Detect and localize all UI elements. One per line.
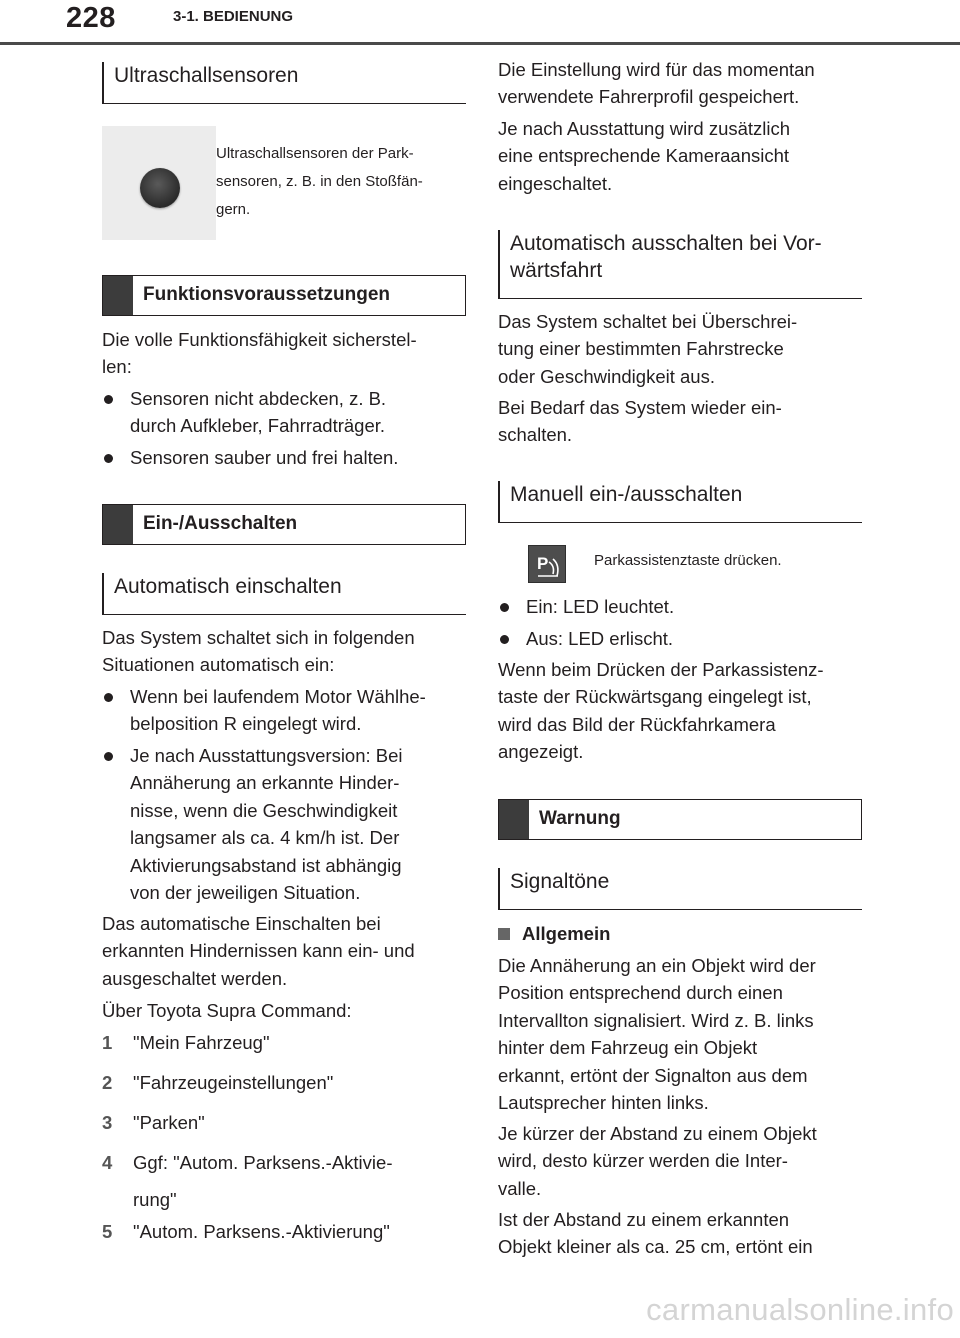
auto-ein-intro: Das System schaltet sich in folgenden Situationen automatisch ein: [102,627,415,676]
list-item: Sensoren sauber und frei halten. [102,444,466,471]
list-item: Wenn bei laufendem Motor Wählhe- belposition R eingelegt wird. [102,683,466,738]
list-item: Je nach Ausstattungsversion: Bei Annäherung an erkannte Hinder- nisse, wenn die Geschwindigkeit langsamer als ca. 4 km/h ist. Der Aktivierungsabstand ist abhängig von der jeweiligen Situation. [102,742,466,906]
auto-aus-text-2: Bei Bedarf das System wieder ein- schalten. [498,397,782,446]
subsection-title-allgemein: Allgemein [498,920,862,947]
park-assist-button-icon [528,545,566,583]
svg-text:P: P [537,554,549,573]
sensor-lens [140,168,180,208]
step-3: 3 "Parken" [102,1112,205,1133]
auto-ein-note: Das automatische Einschalten bei erkannten Hindernissen kann ein- und ausgeschaltet werden. [102,913,415,989]
ultrasonic-sensor-icon [102,126,216,240]
list-item: Aus: LED erlischt. [498,625,862,652]
camera-note: Je nach Ausstattung wird zusätzlich eine entsprechende Kameraansicht eingeschaltet. [498,118,791,194]
page-number: 228 [66,2,116,34]
funktion-intro: Die volle Funktionsfähigkeit sicherstel- len: [102,329,417,378]
section-title-auto-ein: Automatisch einschalten [102,573,466,615]
box-title-warnung: Warnung [498,799,862,840]
chapter-title: 3-1. BEDIENUNG [173,8,294,25]
allgemein-text-1: Die Annäherung an ein Objekt wird der Position entsprechend durch einen Intervallton signalisiert. Wird z. B. links hinter dem Fahrzeug ein Objekt erkannt, ertönt der Signalton aus dem Lautsprecher hinten links. [498,955,816,1114]
list-item: Ein: LED leuchtet. [498,593,862,620]
step-4: 4 Ggf: "Autom. Parksens.-Aktivie- rung" [102,1152,393,1210]
sensor-caption: Ultraschallsensoren der Park- sensoren, z. B. in den Stoßfän- gern. [216,145,423,218]
section-title-manuell: Manuell ein-/ausschalten [498,481,862,523]
allgemein-text-3: Ist der Abstand zu einem erkannten Objekt kleiner als ca. 25 cm, ertönt ein [498,1209,813,1258]
list-item: Sensoren nicht abdecken, z. B. durch Aufkleber, Fahrradträger. [102,385,466,440]
section-title-ultraschall: Ultraschallsensoren [102,62,466,104]
command-intro: Über Toyota Supra Command: [102,1000,352,1021]
button-caption: Parkassistenztaste drücken. [594,552,782,569]
step-1: 1 "Mein Fahrzeug" [102,1032,270,1053]
box-title-funktion: Funktionsvoraussetzungen [102,275,466,316]
profile-note: Die Einstellung wird für das momentan verwendete Fahrerprofil gespeichert. [498,59,815,108]
reverse-note: Wenn beim Drücken der Parkassistenz- taste der Rückwärtsgang eingelegt ist, wird das Bild der Rückfahrkamera angezeigt. [498,659,824,763]
auto-aus-text-1: Das System schaltet bei Überschrei- tung einer bestimmten Fahrstrecke oder Geschwindigkeit aus. [498,311,798,387]
step-2: 2 "Fahrzeugeinstellungen" [102,1072,334,1093]
watermark: carmanualsonline.info [646,1292,954,1327]
page-header [0,0,960,48]
allgemein-text-2: Je kürzer der Abstand zu einem Objekt wird, desto kürzer werden die Inter- valle. [498,1123,817,1199]
header-rule [0,42,960,45]
box-title-ein-aus: Ein-/Ausschalten [102,504,466,545]
section-title-signaltoene: Signaltöne [498,868,862,910]
section-title-auto-aus: Automatisch ausschalten bei Vor- wärtsfahrt [498,230,862,299]
step-5: 5 "Autom. Parksens.-Aktivierung" [102,1221,390,1242]
